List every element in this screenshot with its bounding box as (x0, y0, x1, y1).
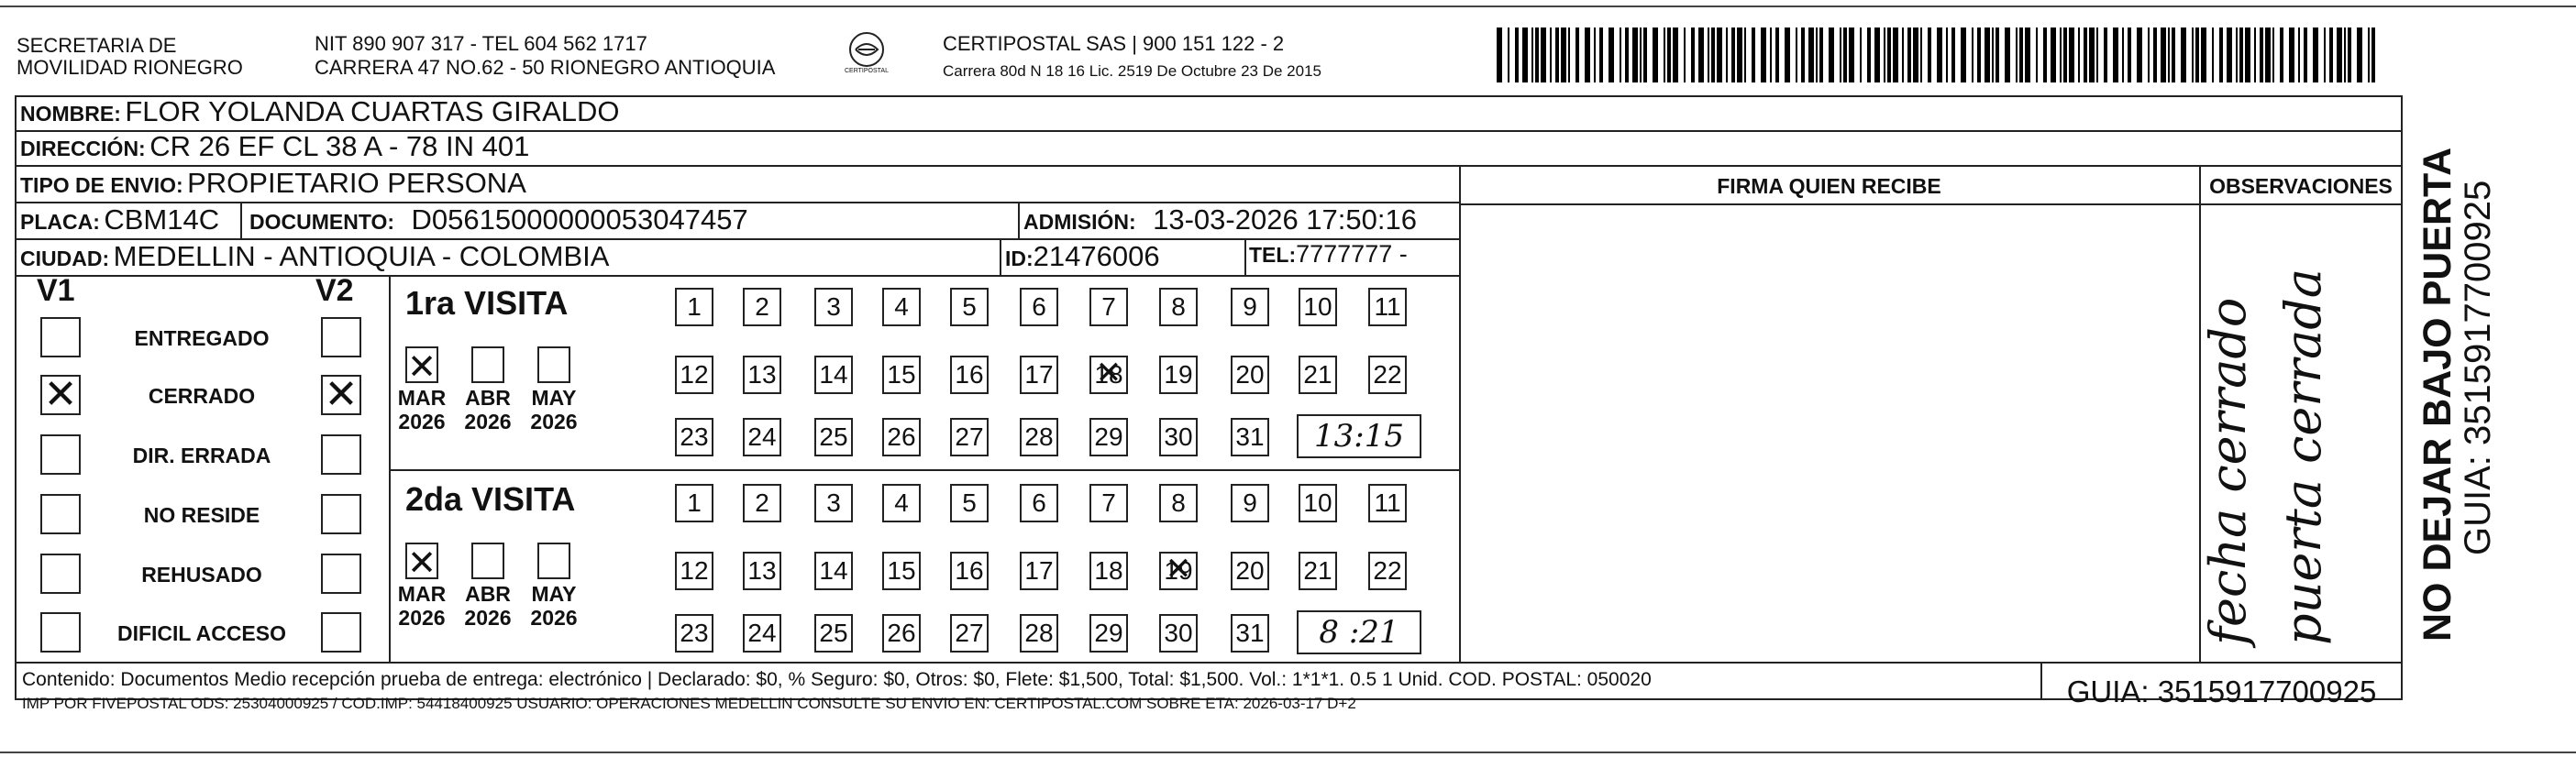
barcode-bar (2212, 27, 2214, 82)
day-box[interactable]: 22 (1368, 356, 1407, 394)
status-label: CERRADO (148, 384, 256, 408)
day-box[interactable]: 27 (950, 418, 989, 456)
direccion-value: CR 26 EF CL 38 A - 78 IN 401 (149, 130, 530, 162)
nombre-value: FLOR YOLANDA CUARTAS GIRALDO (125, 95, 620, 127)
v1-checkbox[interactable] (40, 371, 81, 418)
day-box[interactable]: 6 (1020, 288, 1058, 326)
month-checkbox[interactable] (537, 346, 570, 383)
day-box[interactable]: 30 (1159, 614, 1198, 653)
month-label: MAR (397, 582, 447, 606)
barcode-bar (1887, 27, 1891, 82)
day-box[interactable]: 18 (1089, 552, 1128, 590)
day-box[interactable]: 25 (814, 418, 853, 456)
day-box[interactable]: 22 (1368, 552, 1407, 590)
day-box[interactable]: 31 (1231, 418, 1269, 456)
barcode-bar (1816, 27, 1818, 82)
observaciones-header: OBSERVACIONES (2209, 174, 2393, 198)
barcode-bar (1775, 27, 1779, 82)
firma-header: FIRMA QUIEN RECIBE (1717, 174, 1941, 198)
barcode-bar (2025, 27, 2030, 82)
day-box[interactable]: 27 (950, 614, 989, 653)
day-box[interactable]: 20 (1231, 356, 1269, 394)
v2-checkbox[interactable] (321, 554, 361, 594)
day-box[interactable]: 6 (1020, 484, 1058, 522)
admision-label: ADMISIÓN: (1023, 210, 1136, 234)
check-mark-icon: ✕ (324, 371, 359, 418)
day-box[interactable]: 2 (743, 288, 781, 326)
barcode-bar (1497, 27, 1502, 82)
barcode-bar (2005, 27, 2010, 82)
barcode-bar (1902, 27, 1904, 82)
barcode-bar (1977, 27, 1981, 82)
barcode-bar (2272, 27, 2274, 82)
barcode-bar (1550, 27, 1552, 82)
nombre-row (20, 95, 620, 128)
nit-line: NIT 890 907 317 - TEL 604 562 1717 (315, 32, 647, 55)
day-box[interactable]: 19 (1159, 356, 1198, 394)
visit-title: 2da VISITA (405, 480, 576, 518)
barcode-bar (1961, 27, 1966, 82)
barcode-bar (2368, 27, 2370, 82)
v1-checkbox[interactable] (40, 612, 81, 653)
barcode-bar (1653, 27, 1658, 82)
barcode-bar (1737, 27, 1742, 82)
footer-line2: IMP POR FIVEPOSTAL ODS: 25304000925 / COD.IMP: 54418400925 USUARIO: OPERACIONES MEDELLIN CONSULTE SU ENVIO EN: CERTIPOSTAL.COM SOBRE ETA: 2026-03-17 D+2 (22, 695, 1356, 712)
v2-checkbox[interactable] (321, 434, 361, 475)
month-checkbox[interactable] (405, 543, 438, 583)
barcode-bar (2078, 27, 2080, 82)
day-box[interactable]: 3 (814, 484, 853, 522)
observacion-handwriting-1: fecha cerrado (2199, 297, 2257, 645)
direccion-label: DIRECCIÓN: (20, 137, 146, 160)
barcode-bar (1849, 27, 1854, 82)
barcode-bar (1992, 27, 1994, 82)
day-box[interactable]: 13 (743, 356, 781, 394)
placa-label: PLACA: (20, 210, 100, 234)
day-box[interactable]: 17 (1020, 552, 1058, 590)
day-box[interactable]: 30 (1159, 418, 1198, 456)
month-checkbox[interactable] (471, 543, 504, 579)
barcode-bar (1568, 27, 1570, 82)
day-box[interactable]: 7 (1089, 288, 1128, 326)
barcode-bar (2122, 27, 2124, 82)
barcode-bar (1785, 27, 1790, 82)
barcode-bar (2069, 27, 2074, 82)
barcode-bar (1575, 27, 1579, 82)
barcode-bar (1928, 27, 1931, 82)
barcode-bar (1972, 27, 1973, 82)
barcode-bar (1632, 27, 1638, 82)
barcode-bar (2324, 27, 2326, 82)
day-box[interactable]: 24 (743, 418, 781, 456)
id-label: ID: (1005, 247, 1034, 270)
day-box[interactable]: 26 (882, 614, 921, 653)
day-box[interactable]: 14 (814, 552, 853, 590)
barcode-bar (1698, 27, 1704, 82)
v2-checkbox[interactable] (321, 317, 361, 357)
ciudad-cell (20, 240, 609, 273)
barcode-bar (2113, 27, 2118, 82)
logo-text: CERTIPOSTAL (845, 68, 889, 74)
admision-value: 13-03-2026 17:50:16 (1153, 203, 1417, 236)
footer-line1: Contenido: Documentos Medio recepción prueba de entrega: electrónico | Declarado: $0, % Seguro: $0, Otros: $0, Flete: $1,500, Total: $1,500. Vol.: 1*1*1. 0.5 1 Unid. COD. POSTAL: 050020 (22, 669, 1652, 690)
status-label: DIR. ERRADA (132, 444, 271, 467)
barcode-bar (2195, 27, 2199, 82)
barcode-bar (1667, 27, 1671, 82)
v2-checkbox[interactable] (321, 494, 361, 534)
nombre-label: NOMBRE: (20, 102, 121, 126)
day-box[interactable]: 21 (1299, 552, 1337, 590)
org-name-line1: SECRETARIA DE (17, 34, 177, 57)
barcode-bar (2304, 27, 2307, 82)
tel-value: 7777777 - (1296, 240, 1408, 268)
barcode-bar (1920, 27, 1922, 82)
no-dejar-warning: NO DEJAR BAJO PUERTA (2416, 147, 2460, 642)
tipo-row (20, 167, 526, 200)
day-box[interactable]: 15 (882, 356, 921, 394)
day-box[interactable]: 9 (1231, 484, 1269, 522)
day-box[interactable]: 15 (882, 552, 921, 590)
barcode-bar (2089, 27, 2095, 82)
v1-label: V1 (37, 273, 75, 308)
barcode-bar (2344, 27, 2346, 82)
day-box[interactable]: 3 (814, 288, 853, 326)
day-box[interactable]: 8 (1159, 484, 1198, 522)
barcode-bar (1535, 27, 1539, 82)
status-label: NO RESIDE (143, 503, 260, 527)
barcode (1497, 27, 2377, 82)
barcode-bar (2239, 27, 2243, 82)
barcode-bar (1708, 27, 1709, 82)
barcode-bar (2265, 27, 2271, 82)
barcode-bar (2104, 27, 2107, 82)
barcode-bar (2289, 27, 2294, 82)
month-checkbox[interactable] (537, 543, 570, 579)
v1-checkbox[interactable] (40, 494, 81, 534)
day-box[interactable]: 14 (814, 356, 853, 394)
day-box[interactable]: 23 (675, 614, 713, 653)
month-year-label: 2026 (530, 410, 578, 433)
barcode-bar (2254, 27, 2256, 82)
day-box[interactable]: 9 (1231, 288, 1269, 326)
barcode-bar (2227, 27, 2232, 82)
barcode-bar (1808, 27, 1814, 82)
barcode-bar (1643, 27, 1647, 82)
barcode-bar (1937, 27, 1942, 82)
day-box[interactable]: 1 (675, 484, 713, 522)
barcode-bar (2357, 27, 2362, 82)
status-label: ENTREGADO (134, 326, 270, 350)
barcode-bar (2280, 27, 2283, 82)
documento-label: DOCUMENTO: (249, 210, 395, 234)
barcode-bar (1640, 27, 1642, 82)
barcode-bar (2128, 27, 2131, 82)
barcode-bar (2236, 27, 2238, 82)
barcode-bar (1860, 27, 1862, 82)
ciudad-label: CIUDAD: (20, 247, 110, 270)
barcode-bar (2313, 27, 2318, 82)
day-box[interactable]: 16 (950, 552, 989, 590)
barcode-bar (2084, 27, 2087, 82)
barcode-bar (1913, 27, 1918, 82)
barcode-bar (1731, 27, 1735, 82)
status-label: DIFICIL ACCESO (116, 621, 286, 645)
barcode-bar (1555, 27, 1559, 82)
day-box[interactable]: 11 (1368, 288, 1407, 326)
day-box[interactable]: 13 (743, 552, 781, 590)
barcode-bar (1599, 27, 1603, 82)
barcode-bar (1907, 27, 1911, 82)
barcode-bar (2063, 27, 2067, 82)
check-mark-icon: ✕ (43, 371, 78, 418)
barcode-bar (1673, 27, 1678, 82)
day-box[interactable]: 5 (950, 288, 989, 326)
barcode-bar (2019, 27, 2023, 82)
carrier-line1: CERTIPOSTAL SAS | 900 151 122 - 2 (943, 32, 1285, 55)
day-box[interactable]: 19 ✕ (1159, 552, 1198, 590)
barcode-bar (2337, 27, 2342, 82)
barcode-bar (2148, 27, 2150, 82)
check-mark-icon: ✕ (407, 346, 437, 387)
day-box[interactable]: 25 (814, 614, 853, 653)
certipostal-logo (839, 29, 894, 82)
tipo-label: TIPO DE ENVIO: (20, 173, 183, 197)
barcode-bar (2051, 27, 2056, 82)
id-value: 21476006 (1033, 240, 1160, 272)
barcode-bar (1664, 27, 1665, 82)
observacion-handwriting-2: puerta cerrada (2274, 269, 2332, 645)
barcode-bar (2219, 27, 2223, 82)
day-box[interactable]: 1 (675, 288, 713, 326)
day-box[interactable]: 20 (1231, 552, 1269, 590)
v1-checkbox[interactable] (40, 554, 81, 594)
barcode-bar (2172, 27, 2175, 82)
barcode-bar (1752, 27, 1755, 82)
barcode-bar (2096, 27, 2098, 82)
placa-value: CBM14C (104, 203, 220, 236)
day-box[interactable]: 17 (1020, 356, 1058, 394)
barcode-bar (1946, 27, 1948, 82)
month-label: ABR (465, 582, 511, 606)
barcode-bar (1744, 27, 1746, 82)
day-box[interactable]: 28 (1020, 418, 1058, 456)
org-name-line2: MOVILIDAD RIONEGRO (17, 56, 243, 79)
barcode-bar (2192, 27, 2194, 82)
barcode-bar (1761, 27, 1766, 82)
day-box[interactable]: 4 (882, 484, 921, 522)
month-label: ABR (465, 386, 511, 410)
day-box[interactable]: 11 (1368, 484, 1407, 522)
day-box[interactable]: 21 (1299, 356, 1337, 394)
barcode-bar (1796, 27, 1797, 82)
barcode-bar (2181, 27, 2186, 82)
signature-area[interactable] (1461, 205, 2197, 660)
barcode-bar (1874, 27, 1880, 82)
barcode-bar (1594, 27, 1596, 82)
admision-cell (1023, 203, 1417, 236)
v2-checkbox[interactable] (321, 612, 361, 653)
day-box[interactable]: 18 ✕ (1089, 356, 1128, 394)
placa-cell (20, 203, 219, 236)
day-box[interactable]: 24 (743, 614, 781, 653)
barcode-bar (2348, 27, 2351, 82)
day-box[interactable]: 4 (882, 288, 921, 326)
barcode-bar (2245, 27, 2250, 82)
barcode-bar (1843, 27, 1847, 82)
barcode-bar (2168, 27, 2170, 82)
barcode-bar (1585, 27, 1590, 82)
barcode-bar (1561, 27, 1566, 82)
barcode-bar (1770, 27, 1772, 82)
day-box[interactable]: 7 (1089, 484, 1128, 522)
day-box[interactable]: 8 (1159, 288, 1198, 326)
month-year-label: 2026 (398, 410, 446, 433)
barcode-bar (2043, 27, 2047, 82)
ciudad-value: MEDELLIN - ANTIOQUIA - COLOMBIA (113, 240, 610, 272)
v2-label: V2 (315, 273, 354, 308)
day-box[interactable]: 16 (950, 356, 989, 394)
v1-checkbox[interactable] (40, 434, 81, 475)
barcode-bar (1625, 27, 1629, 82)
footer-guia: GUIA: 3515917700925 (2066, 675, 2377, 708)
barcode-bar (1951, 27, 1955, 82)
month-year-label: 2026 (530, 606, 578, 630)
barcode-bar (2298, 27, 2300, 82)
barcode-bar (1508, 27, 1509, 82)
month-label: MAY (531, 386, 577, 410)
barcode-bar (2161, 27, 2166, 82)
documento-cell (249, 203, 748, 236)
barcode-bar (2137, 27, 2142, 82)
certipostal-logo-icon (839, 29, 894, 82)
side-guia: GUIA: 3515917700925 (2458, 180, 2498, 555)
barcode-bar (1884, 27, 1885, 82)
barcode-bar (2060, 27, 2062, 82)
carrier-line2: Carrera 80d N 18 16 Lic. 2519 De Octubre 23 De 2015 (943, 62, 1321, 80)
v2-checkbox[interactable] (321, 371, 361, 418)
barcode-bar (1684, 27, 1686, 82)
barcode-bar (1801, 27, 1805, 82)
tel-label: TEL: (1249, 243, 1297, 267)
barcode-bar (1867, 27, 1871, 82)
barcode-bar (1985, 27, 1990, 82)
visit-time: 13:15 (1297, 414, 1421, 458)
day-box[interactable]: 23 (675, 418, 713, 456)
barcode-bar (1893, 27, 1898, 82)
day-box[interactable]: 28 (1020, 614, 1058, 653)
day-box[interactable]: 26 (882, 418, 921, 456)
barcode-bar (1840, 27, 1841, 82)
month-label: MAR (397, 386, 447, 410)
day-box[interactable]: 29 (1089, 614, 1128, 653)
barcode-bar (2036, 27, 2038, 82)
barcode-bar (1711, 27, 1715, 82)
visit-time: 8 :21 (1297, 610, 1421, 654)
barcode-bar (1996, 27, 1999, 82)
month-label: MAY (531, 582, 577, 606)
visit-title: 1ra VISITA (405, 284, 569, 322)
v1-checkbox[interactable] (40, 317, 81, 357)
barcode-bar (2153, 27, 2157, 82)
barcode-bar (2329, 27, 2333, 82)
month-year-label: 2026 (398, 606, 446, 630)
barcode-bar (1620, 27, 1621, 82)
month-year-label: 2026 (464, 606, 512, 630)
barcode-bar (2260, 27, 2263, 82)
id-cell (1005, 240, 1160, 273)
month-checkbox[interactable] (405, 346, 438, 387)
barcode-bar (2371, 27, 2375, 82)
barcode-bar (2201, 27, 2206, 82)
check-mark-icon: ✕ (407, 543, 437, 583)
barcode-bar (1726, 27, 1728, 82)
barcode-bar (1531, 27, 1533, 82)
day-box[interactable]: 10 (1299, 484, 1337, 522)
barcode-bar (2016, 27, 2018, 82)
day-box[interactable]: 12 (675, 552, 713, 590)
barcode-bar (1515, 27, 1519, 82)
barcode-bar (1819, 27, 1823, 82)
month-checkbox[interactable] (471, 346, 504, 383)
day-box[interactable]: 5 (950, 484, 989, 522)
month-year-label: 2026 (464, 410, 512, 433)
barcode-bar (1541, 27, 1546, 82)
direccion-row (20, 130, 529, 163)
tipo-value: PROPIETARIO PERSONA (187, 167, 526, 199)
barcode-bar (1691, 27, 1695, 82)
status-label: REHUSADO (141, 563, 262, 587)
observaciones-area[interactable] (2199, 205, 2403, 660)
tel-cell (1249, 240, 1408, 269)
day-box[interactable]: 10 (1299, 288, 1337, 326)
barcode-bar (1522, 27, 1528, 82)
barcode-bar (1609, 27, 1614, 82)
day-box[interactable]: 29 (1089, 418, 1128, 456)
day-box[interactable]: 12 (675, 356, 713, 394)
day-box[interactable]: 2 (743, 484, 781, 522)
documento-value: D05615000000053047457 (411, 203, 748, 236)
barcode-bar (1717, 27, 1722, 82)
address-line: CARRERA 47 NO.62 - 50 RIONEGRO ANTIOQUIA (315, 56, 776, 79)
barcode-bar (1829, 27, 1834, 82)
day-box[interactable]: 31 (1231, 614, 1269, 653)
